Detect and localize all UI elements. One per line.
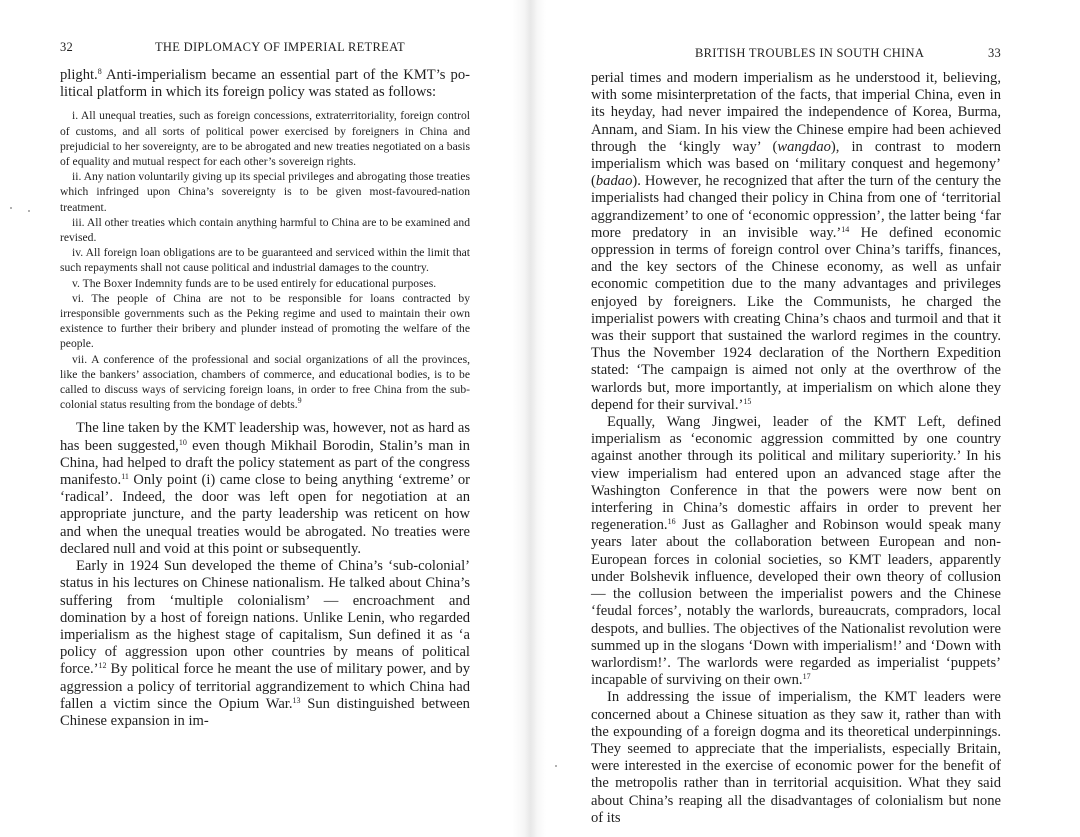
policy-list-item	[60, 276, 470, 291]
text-run: Equally, Wang Jingwei, leader of the KMT Left, defined imperialism as ‘economic aggression committed by one country against another through its political and military superiority.’ In his view imperialism had entered upon an advanced stage after the Washington Conference in that the powers were now bent on interfering in China’s domestic affairs in order to prevent her regeneration.	[591, 414, 1001, 534]
policy-list	[60, 108, 470, 412]
list-item-text: vi. The people of China are not to be responsible for loans contracted by irresponsible governments such as the Peking regime and used to maintain their own existence to further their bribery and plunder instead of promoting the welfare of the people.	[60, 291, 470, 351]
footnote-marker: 15	[743, 396, 752, 406]
running-head: THE DIPLOMACY OF IMPERIAL RETREAT	[155, 40, 405, 54]
list-item-text: iv. All foreign loan obligations are to be guaranteed and serviced within the limit that such repayments shall not cause political and industrial damages to the country.	[60, 246, 470, 275]
text-run: even though Mikhail Borodin, Stalin’s man in China, had helped to draft the policy statement as part of the congress manifesto.	[60, 437, 470, 489]
left-page	[0, 0, 535, 837]
running-head: BRITISH TROUBLES IN SOUTH CHINA	[695, 46, 925, 60]
policy-list-item	[60, 291, 470, 352]
scan-speck	[10, 207, 12, 209]
text-run: ). However, he recognized that after the turn of the century the imperialists had changed their policy in China from one of ‘territorial aggrandizement’ to one of ‘economic oppression’, the latter being ‘far more predatory in an invisible way.’	[591, 173, 1001, 241]
italic-term: wangdao	[777, 138, 831, 155]
text-run: By political force he meant the use of military power, and by aggression a policy of territorial aggrandizement to which China had fallen a victim since the Opium War.	[60, 661, 470, 712]
policy-list-item	[60, 169, 470, 215]
paragraph-sun-nationalism	[60, 558, 470, 730]
scan-speck	[28, 210, 30, 212]
policy-list-item	[60, 215, 470, 245]
footnote-marker: 16	[667, 517, 676, 527]
list-item-text: v. The Boxer Indemnity funds are to be used entirely for educational purposes.	[72, 276, 437, 290]
paragraph-addressing-imperialism	[591, 689, 1001, 827]
text-run: In addressing the issue of imperialism, the KMT leaders were concerned about a Chinese situation as they saw it, rather than with the expounding of a foreign dogma and its theoretical underpinnings. They seemed to appreciate that the imperialists, especially Britain, were interested in the exercise of economic power for the benefit of the metropolis rather than in territorial acquisition. What they said about China’s reaping all the disadvantages of colonialism but none of its	[591, 689, 1001, 826]
text-run: Only point (i) came close to being anything ‘extreme’ or ‘radical’. Indeed, the door was left open for negotiation at an appropriate juncture, and the party leadership was reticent on how and when the unequal treaties would be abrogated. No treaties were declared null and void at this point or subsequently.	[60, 472, 470, 557]
policy-list-item	[60, 245, 470, 275]
footnote-marker: 14	[841, 224, 850, 234]
italic-term: badao	[595, 173, 633, 190]
right-page-body	[591, 70, 1001, 827]
text-run: Anti-imperialism became an essential part of the KMT’s political platform in which its foreign policy was stated as follows:	[60, 67, 470, 101]
page-number: 33	[988, 46, 1002, 60]
scan-speck	[555, 765, 557, 767]
list-item-text: vii. A conference of the professional and social organizations of all the provinces, like the bankers’ association, chambers of commerce, and educational bodies, is to be called to discuss ways of servicing foreign loans, in order to free China from the sub-colonial status resulting from the bondage of debts.	[60, 352, 470, 412]
text-run: Early in 1924 Sun developed the theme of China’s ‘sub-colonial’ status in his lectures on Chinese nationalism. He talked about China’s suffering from ‘multiple colonialism’ — encroachment and domination by a host of foreign nations. Unlike Lenin, who regarded imperialism as the highest stage of capitalism, Sun defined it as ‘a policy of aggression upon other countries by means of political force.’	[60, 558, 470, 678]
policy-list-item	[60, 352, 470, 413]
policy-list-item	[60, 108, 470, 169]
right-page	[535, 0, 1080, 837]
page-number: 32	[60, 40, 74, 54]
left-page-body	[60, 67, 470, 730]
paragraph-wang-jingwei	[591, 414, 1001, 689]
text-run: ), in contrast to modern imperialism which was based on ‘military conquest and hegemony’ (	[591, 138, 1001, 190]
footnote-marker: 17	[802, 672, 811, 682]
paragraph-imperial-times	[591, 70, 1001, 414]
text-run: Just as Gallagher and Robinson would speak many years later about the collaboration between European and non-European forces in colonial societies, so KMT leaders, apparently under Bolshevik influence, developed their own theory of collusion — the collusion between the imperialist powers and the Chinese ‘feudal forces’, notably the warlords, bureaucrats, compradors, local despots, and bullies. The objectives of the Nationalist revolution were summed up in the slogans ‘Down with imperialism!’ and ‘Down with warlordism!’. The warlords were regarded as imperialist ‘puppets’ incapable of surviving on their own.	[591, 517, 1001, 689]
footnote-marker: 8	[97, 67, 102, 76]
text-run: The line taken by the KMT leadership was, however, not as hard as has been suggested,	[60, 420, 470, 454]
footnote-marker: 12	[98, 661, 107, 671]
text-run: perial times and modern imperialism as he understood it, believing, with some misinterpretation of the facts, that imperial China, even in its heyday, had never impaired the independence of Korea, Burma, Annam, and Siam. In his view the Chinese empire had been achieved through the ‘kingly way’ (	[591, 70, 1001, 155]
text-run: He defined economic oppression in terms of foreign control over China’s tariffs, finances, and the key sectors of the Chinese economy, as well as unfair economic competition due to the many advantages and privileges enjoyed by foreigners. Like the Communists, he charged the imperialist powers with creating China’s chaos and turmoil and that it was their support that sustained the warlord regimes in the country. Thus the November 1924 declaration of the Northern Expedition stated: ‘The campaign is aimed not only at the overthrow of the warlords but, more importantly, at imperialism on which alone they depend for their survival.’	[591, 224, 1001, 413]
intro-paragraph	[60, 67, 470, 101]
paragraph-kmt-line	[60, 420, 470, 558]
footnote-marker: 9	[297, 396, 302, 406]
footnote-marker: 10	[178, 437, 187, 447]
footnote-marker: 11	[121, 472, 129, 482]
text-run: plight.	[60, 67, 98, 83]
footnote-marker: 13	[292, 695, 301, 705]
text-run: Sun distinguished between Chinese expansion in im-	[60, 695, 470, 729]
list-item-text: i. All unequal treaties, such as foreign concessions, extraterritoriality, foreign control of customs, and all sorts of political power exercised by foreigners in China and prejudicial to her sovereignty, are to be abrogated and new treaties negotiated on a basis of equality and mutual respect for each other’s sovereign rights.	[60, 109, 470, 169]
list-item-text: iii. All other treaties which contain anything harmful to China are to be examined and revised.	[60, 215, 470, 245]
list-item-text: ii. Any nation voluntarily giving up its special privileges and abrogating those treaties which infringed upon China’s sovereignty is to be given most-favoured-nation treatment.	[60, 170, 470, 214]
